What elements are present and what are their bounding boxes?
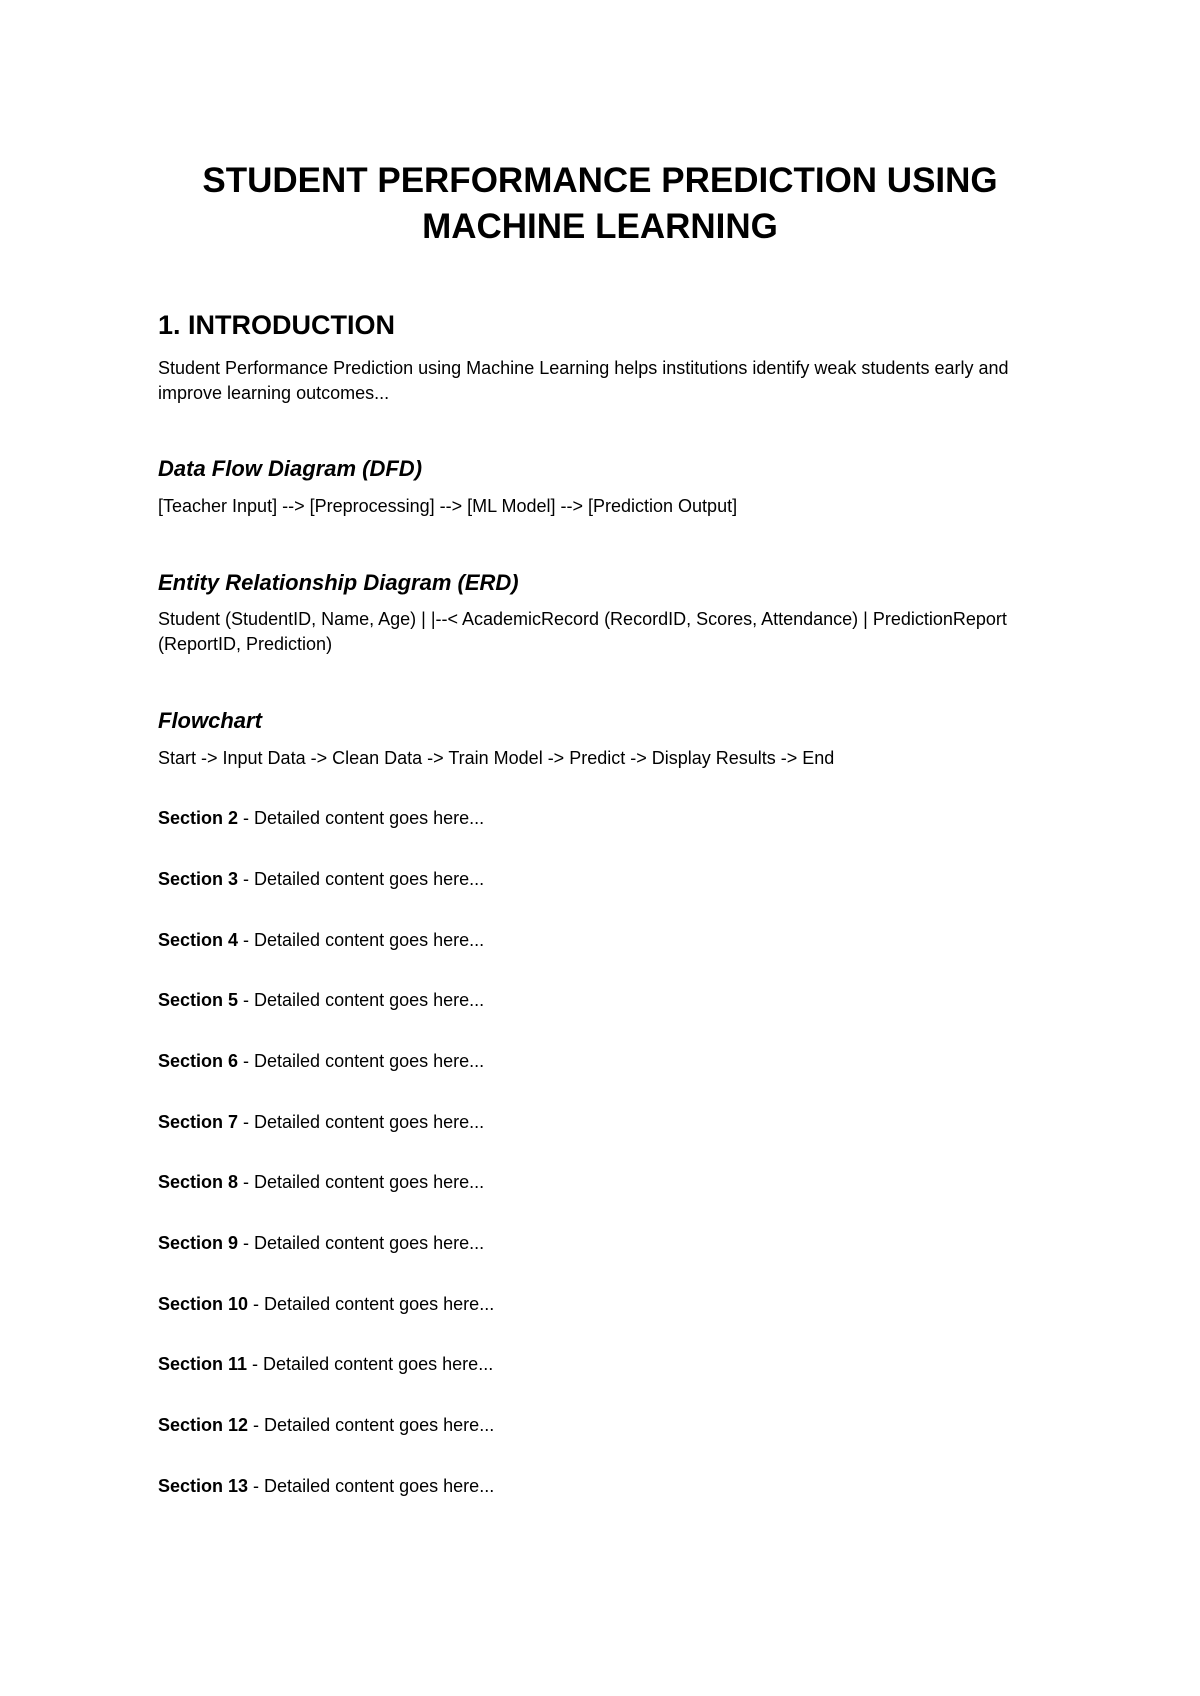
section-item <box>158 928 484 953</box>
section-text: - Detailed content goes here... <box>238 1112 485 1132</box>
section-item <box>158 1110 484 1135</box>
flowchart-text: Start -> Input Data -> Clean Data -> Train Model -> Predict -> Display Results -> End <box>158 748 835 768</box>
section-text: - Detailed content goes here... <box>248 1294 495 1314</box>
section-text: - Detailed content goes here... <box>238 990 485 1010</box>
erd-heading: Entity Relationship Diagram (ERD) <box>158 570 519 595</box>
section-item <box>158 988 484 1013</box>
section-text: - Detailed content goes here... <box>238 808 485 828</box>
section-label: Section 2 <box>158 808 239 828</box>
section-item <box>158 1474 494 1499</box>
section-label: Section 10 <box>158 1294 249 1314</box>
flowchart-heading: Flowchart <box>158 708 262 733</box>
section-text: - Detailed content goes here... <box>248 1415 495 1435</box>
section-label: Section 8 <box>158 1172 239 1192</box>
dfd-heading: Data Flow Diagram (DFD) <box>158 456 423 481</box>
section-text: - Detailed content goes here... <box>238 1172 485 1192</box>
section-item <box>158 1292 494 1317</box>
section-item <box>158 806 484 831</box>
section-label: Section 4 <box>158 930 239 950</box>
section-label: Section 11 <box>158 1354 248 1374</box>
section-label: Section 13 <box>158 1476 249 1496</box>
section-label: Section 7 <box>158 1112 239 1132</box>
section-label: Section 3 <box>158 869 239 889</box>
section-item <box>158 1049 484 1074</box>
section-text: - Detailed content goes here... <box>238 1233 485 1253</box>
introduction-text: Student Performance Prediction using Machine Learning helps institutions identify weak students early and improve learning outcomes... <box>158 358 1009 403</box>
section-text: - Detailed content goes here... <box>238 930 485 950</box>
section-label: Section 12 <box>158 1415 249 1435</box>
section-text: - Detailed content goes here... <box>248 1476 495 1496</box>
section-item <box>158 867 484 892</box>
section-item <box>158 1352 493 1377</box>
section-item <box>158 1170 484 1195</box>
section-label: Section 9 <box>158 1233 239 1253</box>
section-text: - Detailed content goes here... <box>247 1354 494 1374</box>
section-item <box>158 1413 494 1438</box>
erd-text: Student (StudentID, Name, Age) | |--< AcademicRecord (RecordID, Scores, Attendance) | PredictionReport (ReportID, Prediction) <box>158 609 1007 654</box>
section-label: Section 6 <box>158 1051 239 1071</box>
section-text: - Detailed content goes here... <box>238 869 485 889</box>
section-item <box>158 1231 484 1256</box>
document-title: STUDENT PERFORMANCE PREDICTION USING MACHINE LEARNING <box>202 161 998 246</box>
dfd-text: [Teacher Input] --> [Preprocessing] --> [ML Model] --> [Prediction Output] <box>158 496 738 516</box>
section-label: Section 5 <box>158 990 239 1010</box>
introduction-heading: 1. INTRODUCTION <box>158 310 396 340</box>
section-text: - Detailed content goes here... <box>238 1051 485 1071</box>
